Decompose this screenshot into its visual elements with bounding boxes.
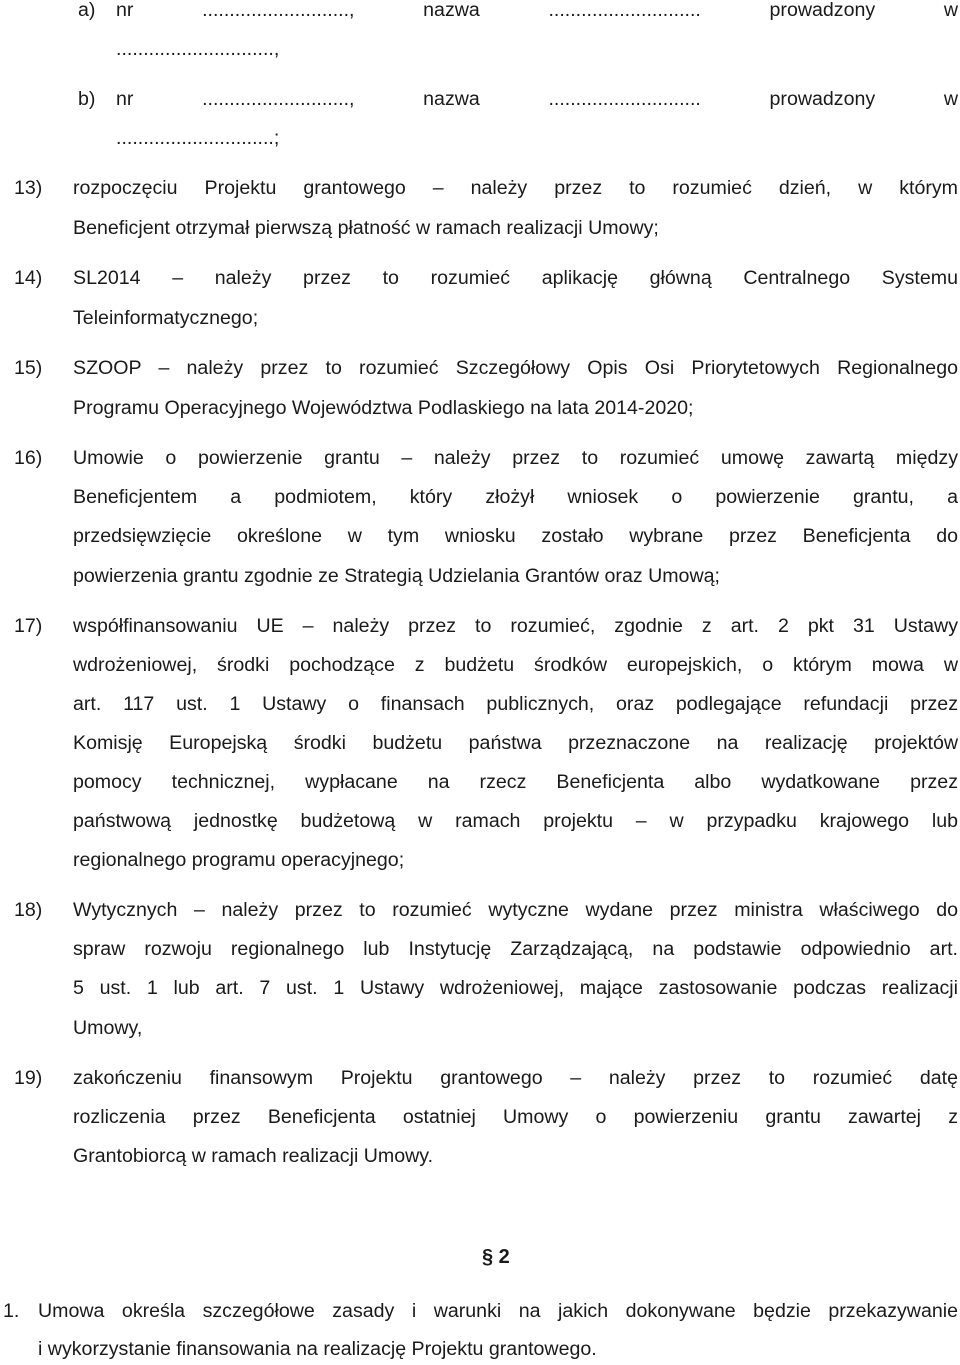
item-line: SL2014 – należy przez to rozumieć aplikację główną Centralnego Systemu xyxy=(73,267,958,289)
section-heading: § 2 xyxy=(482,1246,510,1268)
item-line: państwową jednostkę budżetową w ramach projektu – w przypadku krajowego lub xyxy=(73,810,958,832)
clause-line: i wykorzystanie finansowania na realizację Projektu grantowego. xyxy=(38,1338,597,1360)
item-line: Wytycznych – należy przez to rozumieć wytyczne wydane przez ministra właściwego do xyxy=(73,899,958,921)
item-line: Programu Operacyjnego Województwa Podlaskiego na lata 2014-2020; xyxy=(73,397,694,419)
item-number: 18) xyxy=(14,899,43,921)
item-line: wdrożeniowej, środki pochodzące z budżetu środków europejskich, o którym mowa w xyxy=(73,654,958,676)
sub-item-line: nr ..........................., nazwa ............................ prowadzony w xyxy=(116,88,958,110)
sub-item-line: .............................; xyxy=(116,127,280,149)
item-line: Komisję Europejską środki budżetu państwa przeznaczone na realizację projektów xyxy=(73,732,958,754)
item-line: Beneficjent otrzymał pierwszą płatność w ramach realizacji Umowy; xyxy=(73,217,659,239)
item-line: Grantobiorcą w ramach realizacji Umowy. xyxy=(73,1145,434,1167)
item-line: współfinansowaniu UE – należy przez to rozumieć, zgodnie z art. 2 pkt 31 Ustawy xyxy=(73,615,958,637)
item-line: Umowie o powierzenie grantu – należy przez to rozumieć umowę zawartą między xyxy=(73,447,958,469)
item-line: rozpoczęciu Projektu grantowego – należy przez to rozumieć dzień, w którym xyxy=(73,177,958,199)
item-line: art. 117 ust. 1 Ustawy o finansach publicznych, oraz podlegające refundacji przez xyxy=(73,693,958,715)
sub-item-line: ............................., xyxy=(116,38,280,60)
item-line: SZOOP – należy przez to rozumieć Szczegółowy Opis Osi Priorytetowych Regionalnego xyxy=(73,357,958,379)
item-number: 19) xyxy=(14,1067,43,1089)
sub-item-label: b) xyxy=(78,88,96,110)
sub-item-line: nr ..........................., nazwa ............................ prowadzony w xyxy=(116,0,958,21)
item-line: Teleinformatycznego; xyxy=(73,307,259,329)
clause-number: 1. xyxy=(3,1300,20,1322)
item-line: Beneficjentem a podmiotem, który złożył wniosek o powierzenie grantu, a xyxy=(73,486,958,508)
item-line: spraw rozwoju regionalnego lub Instytucję Zarządzającą, na podstawie odpowiednio art. xyxy=(73,938,958,960)
item-number: 15) xyxy=(14,357,43,379)
item-line: zakończeniu finansowym Projektu grantowego – należy przez to rozumieć datę xyxy=(73,1067,958,1089)
item-line: Umowy, xyxy=(73,1017,143,1039)
item-line: powierzenia grantu zgodnie ze Strategią Udzielania Grantów oraz Umową; xyxy=(73,565,720,587)
item-number: 17) xyxy=(14,615,43,637)
item-line: 5 ust. 1 lub art. 7 ust. 1 Ustawy wdrożeniowej, mające zastosowanie podczas realizacji xyxy=(73,977,958,999)
item-number: 14) xyxy=(14,267,43,289)
clause-line: Umowa określa szczegółowe zasady i warunki na jakich dokonywane będzie przekazywanie xyxy=(38,1300,958,1322)
sub-item-label: a) xyxy=(78,0,96,21)
item-number: 16) xyxy=(14,447,43,469)
item-line: regionalnego programu operacyjnego; xyxy=(73,849,405,871)
item-line: rozliczenia przez Beneficjenta ostatniej Umowy o powierzeniu grantu zawartej z xyxy=(73,1106,958,1128)
item-line: przedsięwzięcie określone w tym wniosku zostało wybrane przez Beneficjenta do xyxy=(73,525,958,547)
item-line: pomocy technicznej, wypłacane na rzecz Beneficjenta albo wydatkowane przez xyxy=(73,771,958,793)
item-number: 13) xyxy=(14,177,43,199)
